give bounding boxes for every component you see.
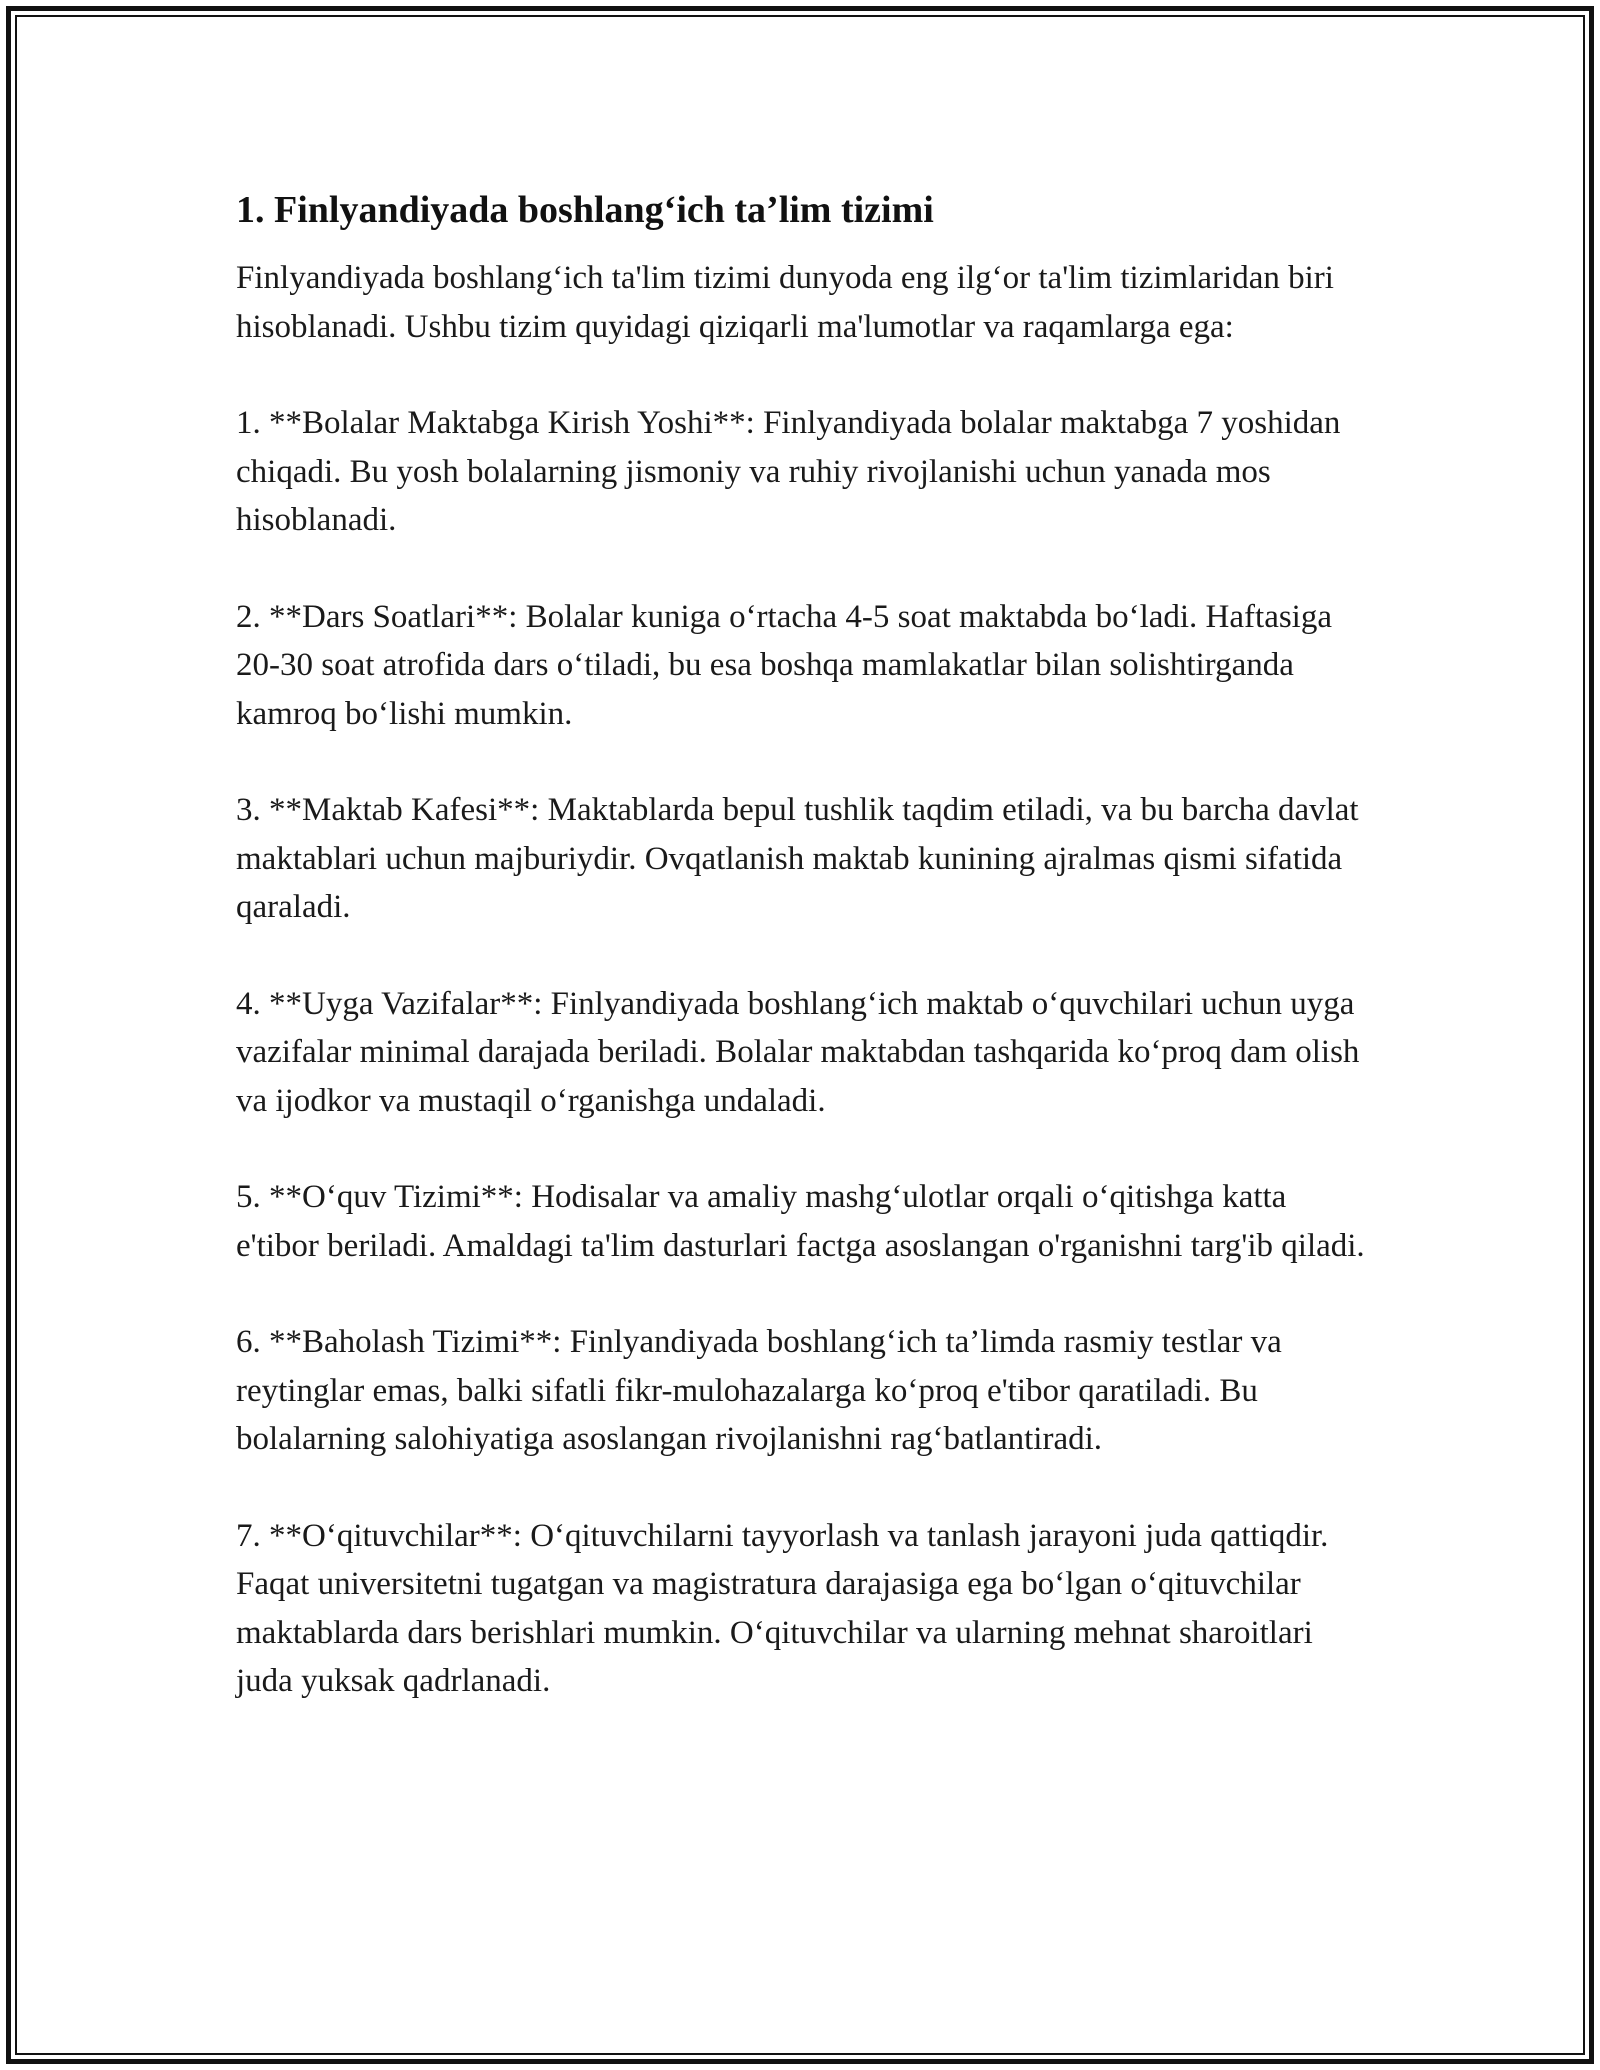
document-body: [236, 186, 1376, 1754]
document-title: 1. Finlyandiyada boshlang‘ich ta’lim tizimi: [236, 189, 934, 231]
list-item: 6. **Baholash Tizimi**: Finlyandiyada boshlang‘ich ta’limda rasmiy testlar va reytinglar emas, balki sifatli fikr-mulohazalarga ko‘proq e'tibor qaratiladi. Bu bolalarning salohiyatiga asoslangan rivojlanishni rag‘batlantiradi.: [236, 1324, 1282, 1457]
list-item: 4. **Uyga Vazifalar**: Finlyandiyada boshlang‘ich maktab o‘quvchilari uchun uyga vazifalar minimal darajada beriladi. Bolalar maktabdan tashqarida ko‘proq dam olish va ijodkor va mustaqil o‘rganishga undaladi.: [236, 985, 1360, 1119]
list-item: 5. **O‘quv Tizimi**: Hodisalar va amaliy mashg‘ulotlar orqali o‘qitishga katta e'tibor beriladi. Amaldagi ta'lim dasturlari factga asoslangan o'rganishni targ'ib qiladi.: [236, 1179, 1365, 1264]
list-item: 2. **Dars Soatlari**: Bolalar kuniga o‘rtacha 4-5 soat maktabda bo‘ladi. Haftasiga 20-30 soat atrofida dars o‘tiladi, bu esa boshqa mamlakatlar bilan solishtirganda kamroq bo‘lishi mumkin.: [236, 598, 1332, 732]
list-item: 3. **Maktab Kafesi**: Maktablarda bepul tushlik taqdim etiladi, va bu barcha davlat maktablari uchun majburiydir. Ovqatlanish maktab kunining ajralmas qismi sifatida qaraladi.: [236, 792, 1359, 925]
list-item: 1. **Bolalar Maktabga Kirish Yoshi**: Finlyandiyada bolalar maktabga 7 yoshidan chiqadi. Bu yosh bolalarning jismoniy va ruhiy rivojlanishi uchun yanada mos hisoblanadi.: [236, 405, 1341, 538]
intro-paragraph: Finlyandiyada boshlang‘ich ta'lim tizimi dunyoda eng ilg‘or ta'lim tizimlaridan biri hisoblanadi. Ushbu tizim quyidagi qiziqarli ma'lumotlar va raqamlarga ega:: [236, 260, 1334, 345]
list-item: 7. **O‘qituvchilar**: O‘qituvchilarni tayyorlash va tanlash jarayoni juda qattiqdir. Faqat universitetni tugatgan va magistratura darajasiga ega bo‘lgan o‘qituvchilar maktablarda dars berishlari mumkin. O‘qituvchilar va ularning mehnat sharoitlari juda yuksak qadrlanadi.: [236, 1517, 1329, 1699]
